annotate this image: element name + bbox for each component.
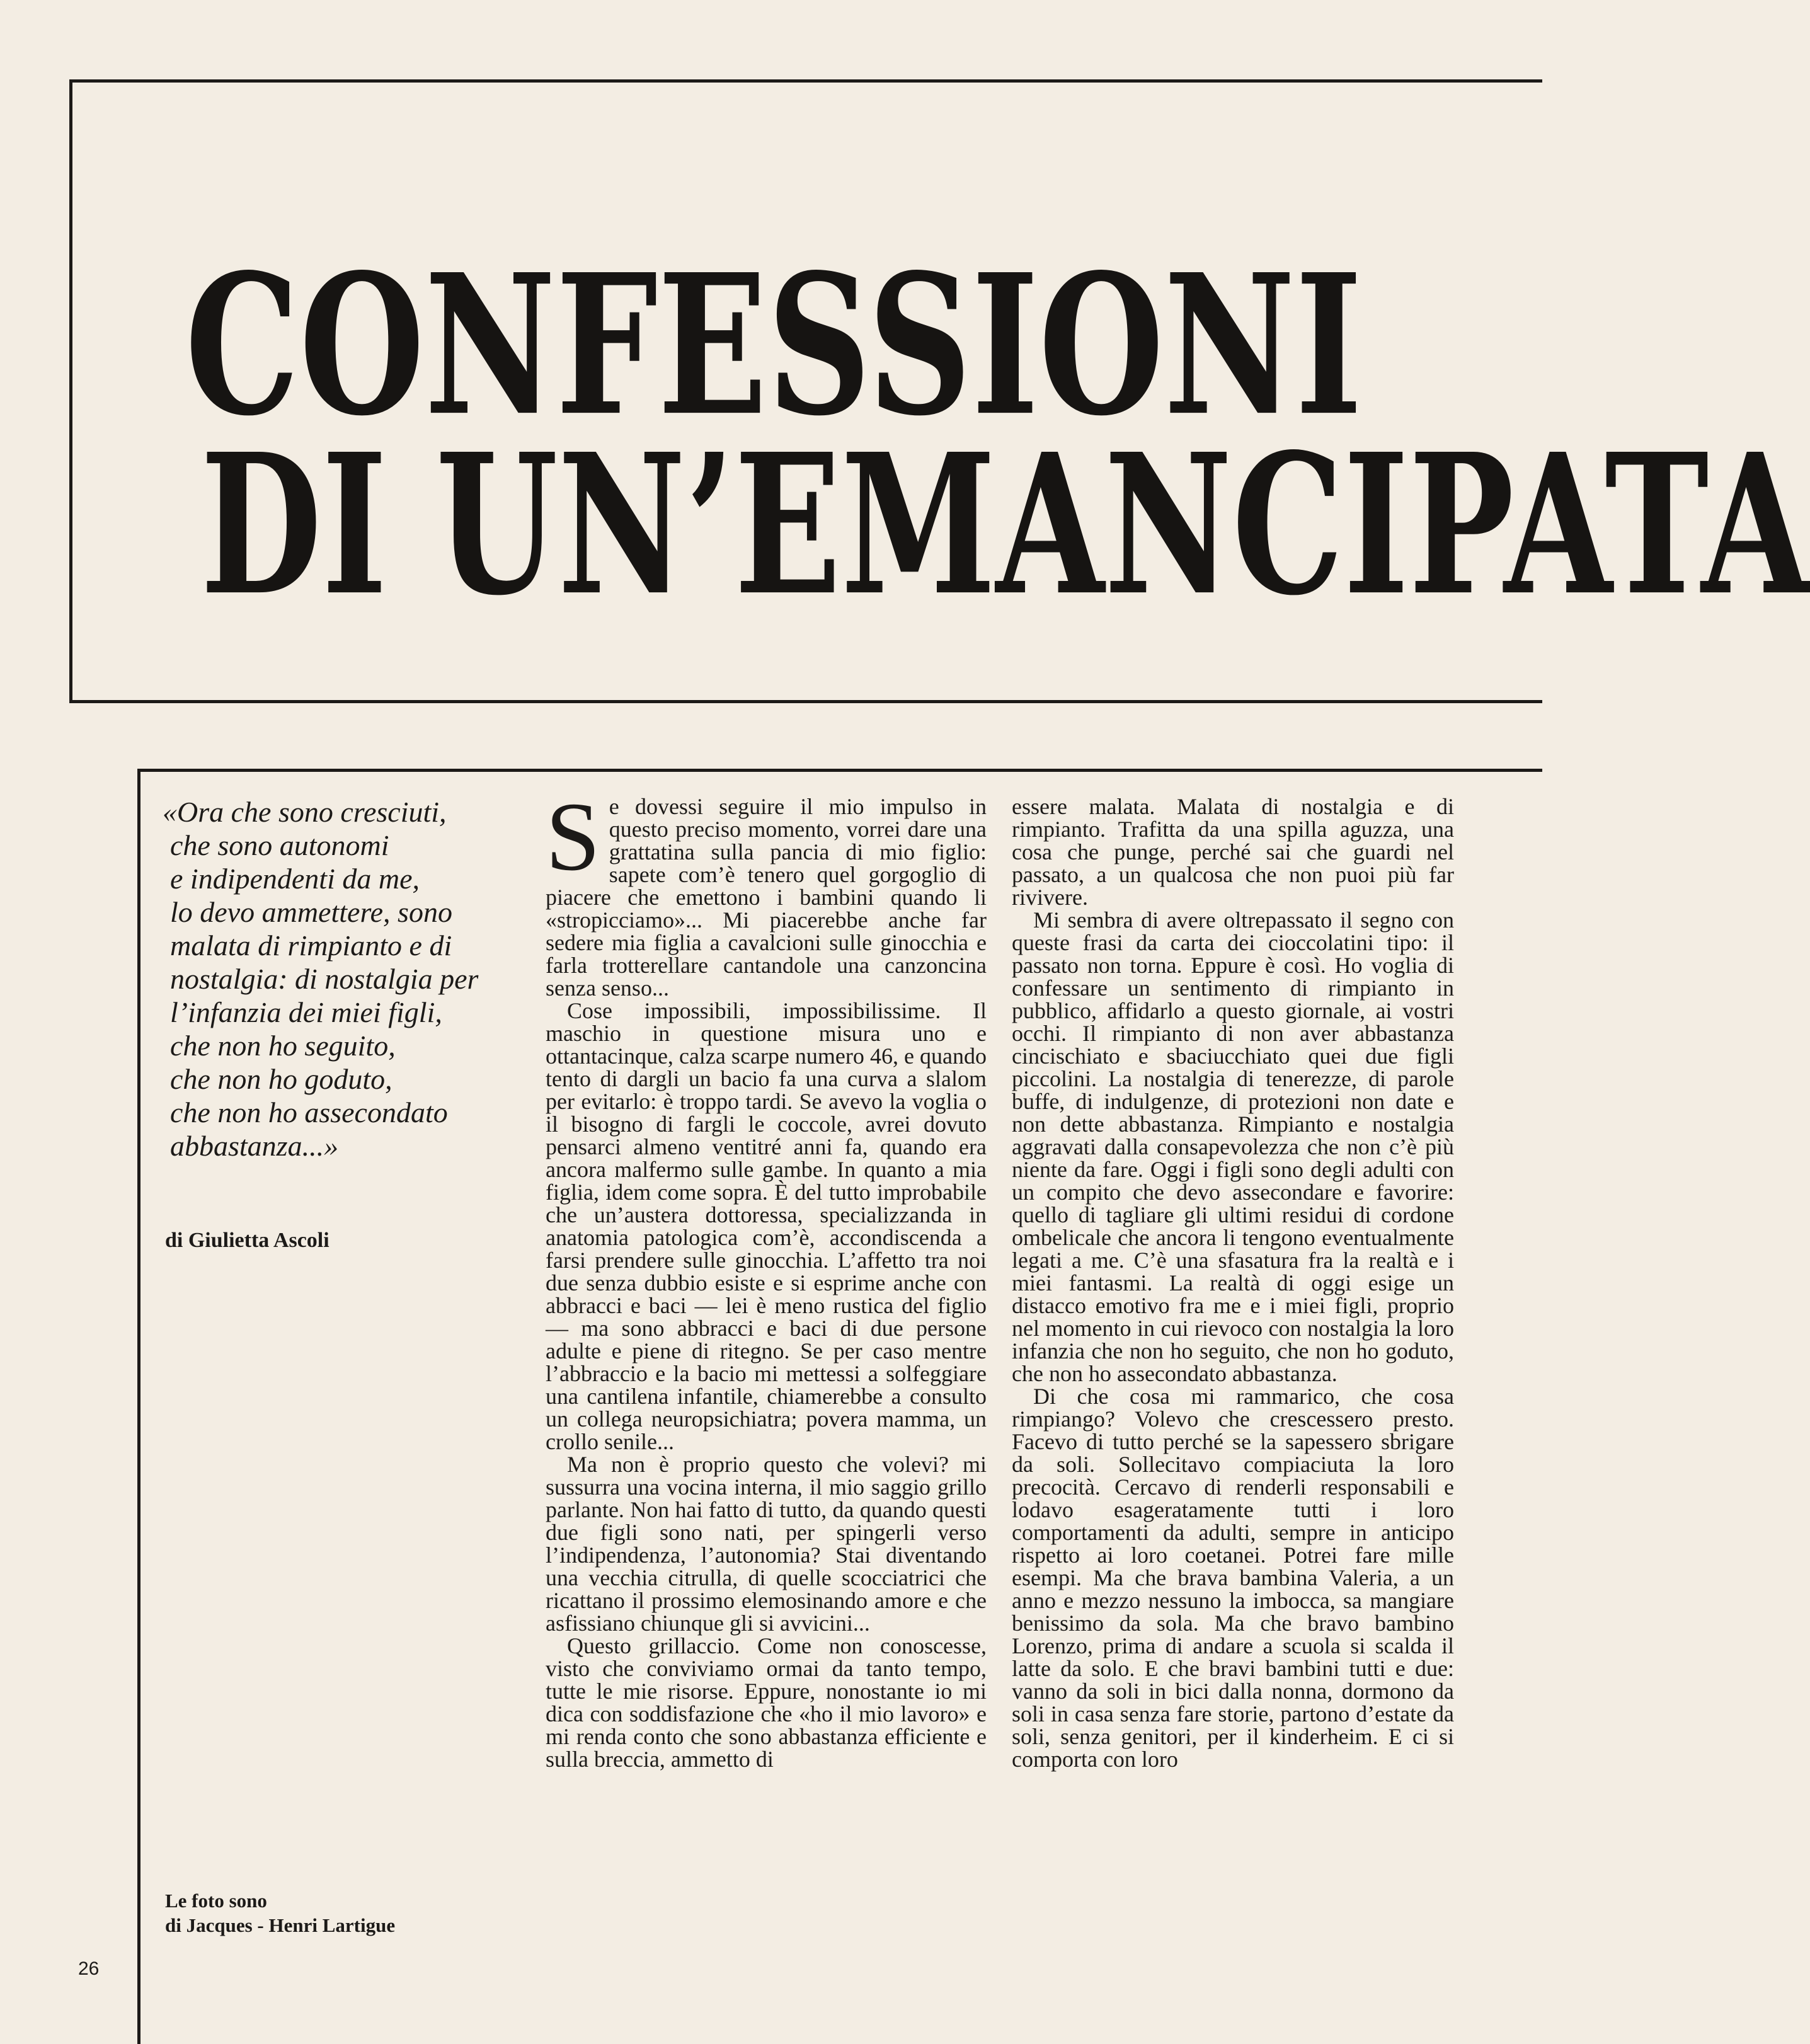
pull-quote-line: e indipendenti da me,: [170, 863, 420, 895]
pull-quote-line: l’infanzia dei miei figli,: [170, 996, 442, 1028]
header-left-rule: [69, 79, 72, 703]
body-left-rule: [137, 769, 140, 2044]
headline-line-2: DI UN’EMANCIPATA: [200, 411, 1810, 638]
article-paragraph-text: e dovessi seguire il mio impulso in questo preciso momento, vorrei dare una grattatina sulla pancia di mio figlio: sapete com’è tenero quel gorgoglio di piacere che emettono i bambini quando li «stropicciamo»... Mi piacerebbe anche far sedere mia figlia a cavalcioni sulle ginocchia e farla trotterellare cantandole una canzoncina senza senso...: [546, 794, 987, 1001]
article-column-2: [1012, 795, 1454, 1942]
article-paragraph: Mi sembra di avere oltrepassato il segno con queste frasi da carta dei cioccolatini tipo: il passato non torna. Eppure è così. Ho voglia di confessare un sentimento di rimpianto in pubblico, affidarlo a questo giornale, ai vostri occhi. Il rimpianto di non aver abbastanza cincischiato e sbaciucchiato quei due figli piccolini. La nostalgia di tenerezze, di parole buffe, di indulgenze, di protezioni non date e non dette abbastanza. Rimpianto e nostalgia aggravati dalla consapevolezza che non c’è più niente da fare. Oggi i figli sono degli adulti con un compito che devo assecondare e favorire: quello di tagliare gli ultimi residui di cordone ombelicale che ancora li tengono eventualmente legati a me. C’è una sfasatura fra la realtà e i miei fantasmi. La realtà di oggi esige un distacco emotivo fra me e i miei figli, proprio nel momento in cui rievoco con nostalgia la loro infanzia che non ho seguito, che non ho goduto, che non ho assecondato abbastanza.: [1012, 907, 1454, 1386]
page-number: 26: [78, 1958, 100, 1979]
drop-cap: S: [546, 782, 600, 891]
pull-quote-line: malata di rimpianto e di: [170, 929, 452, 962]
pull-quote-line: nostalgia: di nostalgia per: [170, 963, 479, 995]
header-top-rule: [69, 79, 1542, 83]
body-top-rule: [137, 769, 1542, 772]
article-paragraph: essere malata. Malata di nostalgia e di rimpianto. Trafitta da una spilla aguzza, una cosa che punge, perché sai che guardi nel passato, a un qualcosa che non puoi più far rivivere.: [1012, 794, 1454, 910]
pull-quote: [163, 795, 503, 1163]
header-bottom-rule: [69, 700, 1542, 703]
pull-quote-line: «Ora che sono cresciuti,: [163, 796, 447, 828]
pull-quote-line: che non ho goduto,: [170, 1063, 392, 1095]
article-column-1: [546, 782, 987, 1942]
photo-credits-line: di Jacques - Henri Lartigue: [165, 1914, 396, 1936]
article-paragraph: Di che cosa mi rammarico, che cosa rimpiango? Volevo che crescessero presto. Facevo di tutto perché se la sapessero sbrigare da soli. Sollecitavo compiaciuta la loro precocità. Cercavo di renderli responsabili e lodavo esageratamente tutti i loro comportamenti da adulti, sempre in anticipo rispetto ai loro coetanei. Potrei fare mille esempi. Ma che brava bambina Valeria, a un anno e mezzo nessuno la imbocca, sa mangiare benissimo da sola. Ma che bravo bambino Lorenzo, prima di andare a scuola si scalda il latte da solo. E che bravi bambini tutti e due: vanno da soli in bici dalla nonna, dormono da soli in casa senza fare storie, partono d’estate da soli, senza genitori, per il kinderheim. E ci si comporta con loro: [1012, 1384, 1454, 1772]
photo-credits: [165, 1888, 480, 1938]
pull-quote-line: che non ho seguito,: [170, 1030, 396, 1062]
article-paragraph: Cose impossibili, impossibilissime. Il maschio in questione misura uno e ottantacinque, calza scarpe numero 46, e quando tento di dargli un bacio fa una curva a slalom per evitarlo: è troppo tardi. Se avevo la voglia o il bisogno di fargli le coccole, avrei dovuto pensarci almeno ventitré anni fa, quando era ancora malfermo sulle gambe. In quanto a mia figlia, idem come sopra. È del tutto improbabile che un’austera dottoressa, specializzanda in anatomia patologica com’è, accondiscenda a farsi prendere sulle ginocchia. L’affetto tra noi due senza dubbio esiste e si esprime anche con abbracci e baci — lei è meno rustica del figlio — ma sono abbracci e baci di due persone adulte e piene di ritegno. Se per caso mentre l’abbraccio e la bacio mi mettessi a solfeggiare una cantilena infantile, chiamerebbe a consulto un collega neuropsichiatra; povera mamma, un crollo senile...: [546, 998, 987, 1454]
article-paragraph: [546, 782, 987, 1001]
photo-credits-line: Le foto sono: [165, 1890, 267, 1912]
article-paragraph: Questo grillaccio. Come non conoscesse, visto che conviviamo ormai da tanto tempo, tutte le mie risorse. Eppure, nonostante io mi dica con soddisfazione che «ho il mio lavoro» e mi renda conto che sono abbastanza efficiente e sulla breccia, ammetto di: [546, 1633, 987, 1772]
pull-quote-line: lo devo ammettere, sono: [170, 896, 452, 928]
pull-quote-line: che non ho assecondato: [170, 1096, 448, 1128]
author-byline: di Giulietta Ascoli: [165, 1229, 329, 1252]
headline-line-1: CONFESSIONI: [185, 231, 1363, 459]
pull-quote-line: abbastanza...»: [170, 1130, 339, 1162]
article-paragraph: Ma non è proprio questo che volevi? mi sussurra una vocina interna, il mio saggio grillo parlante. Non hai fatto di tutto, da quando questi due figli sono nati, per spingerli verso l’indipendenza, l’autonomia? Stai diventando una vecchia citrulla, di quelle scocciatrici che ricattano il prossimo elemosinando amore e che asfissiano chiunque gli si avvicini...: [546, 1452, 987, 1636]
pull-quote-line: che sono autonomi: [170, 829, 389, 861]
